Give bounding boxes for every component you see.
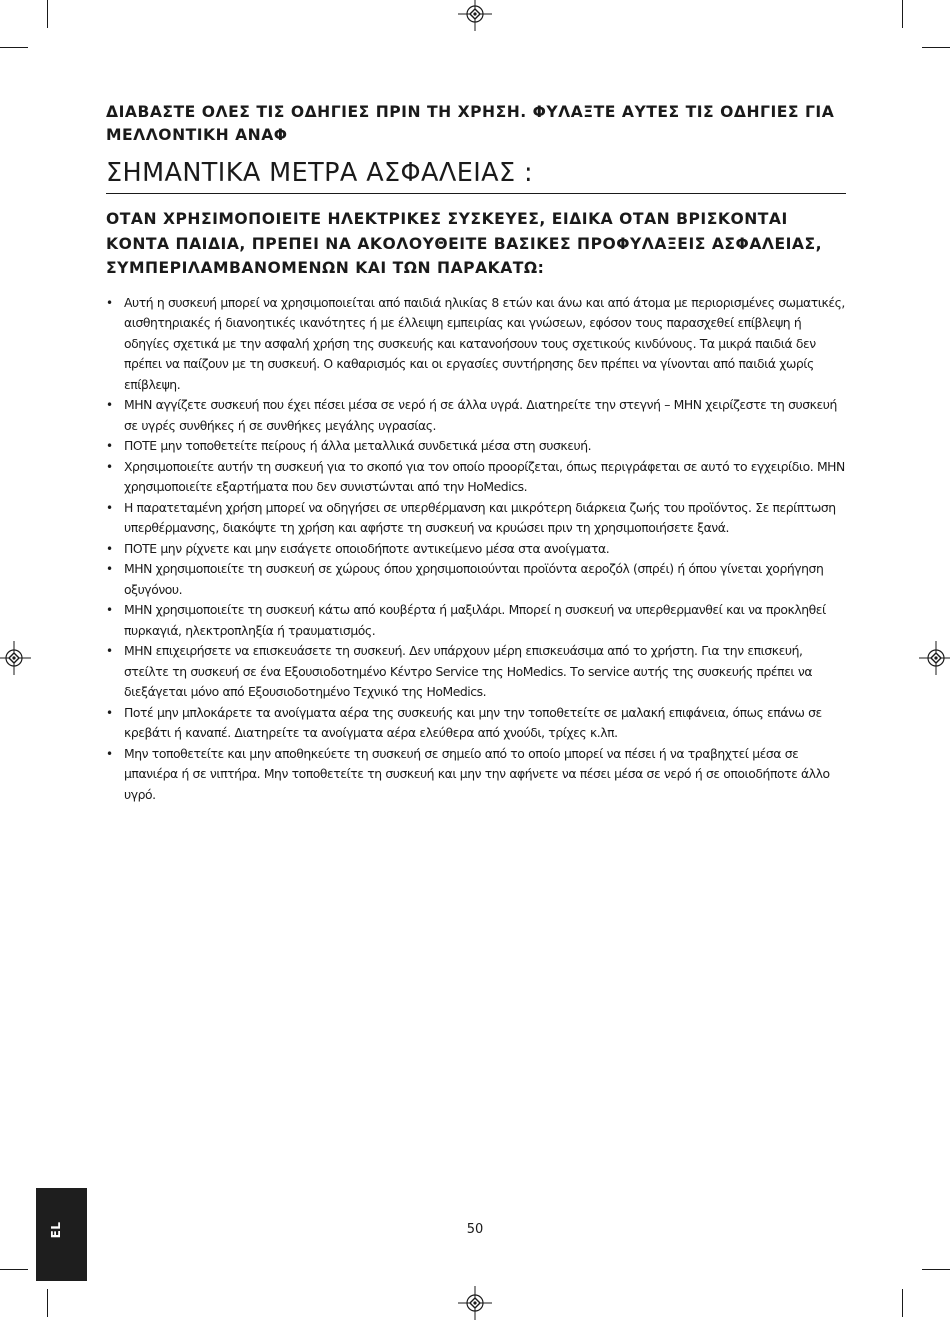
list-item-text: Αυτή η συσκευή μπορεί να χρησιμοποιείται από παιδιά ηλικίας 8 ετών και άνω και από άτομα με περιορισμένες σωματικές, αισθητηριακές ή διανοητικές ικανότητες ή με έλλειψη εμπειρίας και γνώσεων, εφόσον τους παρασχεθεί επίβλεψη ή οδηγίες σχετικά με την ασφαλή χρήση της συσκευής και κατανοήσουν τους σχετικούς κινδύνους. Τα μικρά παιδιά δεν πρέπει να παίζουν με τη συσκευή. Ο καθαρισμός και οι εργασίες συντήρησης δεν πρέπει να γίνονται από παιδιά χωρίς επίβλεψη. bbox=[124, 294, 845, 392]
list-item bbox=[106, 498, 846, 539]
bullet-icon: • bbox=[106, 746, 113, 761]
read-instructions-heading: ΔΙΑΒΑΣΤΕ ΟΛΕΣ ΤΙΣ ΟΔΗΓΙΕΣ ΠΡΙΝ ΤΗ ΧΡΗΣΗ. ΦΥΛΑΞΤΕ ΑΥΤΕΣ ΤΙΣ ΟΔΗΓΙΕΣ ΓΙΑ ΜΕΛΛΟΝΤΙΚΗ ΑΝΑΦ bbox=[106, 103, 835, 144]
registration-crosshair-icon bbox=[0, 641, 31, 675]
list-item bbox=[106, 293, 846, 396]
bullet-icon: • bbox=[106, 541, 113, 556]
safety-precautions-heading: ΟΤΑΝ ΧΡΗΣΙΜΟΠΟΙΕΙΤΕ ΗΛΕΚΤΡΙΚΕΣ ΣΥΣΚΕΥΕΣ, ΕΙΔΙΚΑ ΟΤΑΝ ΒΡΙΣΚΟΝΤΑΙ ΚΟΝΤΑ ΠΑΙΔΙΑ, ΠΡΕΠΕΙ ΝΑ ΑΚΟΛΟΥΘΕΙΤΕ ΒΑΣΙΚΕΣ ΠΡΟΦΥΛΑΞΕΙΣ ΑΣΦΑΛΕΙΑΣ, ΣΥΜΠΕΡΙΛΑΜΒΑΝΟΜΕΝΩΝ ΚΑΙ ΤΩΝ ΠΑΡΑΚΑΤΩ: bbox=[106, 210, 823, 277]
list-item-text: ΠΟΤΕ μην τοποθετείτε πείρους ή άλλα μεταλλικά συνδετικά μέσα στη συσκευή. bbox=[124, 438, 592, 453]
crop-mark-top-left-horizontal bbox=[0, 47, 28, 48]
list-item-text: Χρησιμοποιείτε αυτήν τη συσκευή για το σκοπό για τον οποίο προορίζεται, όπως περιγράφεται σε αυτό το εγχειρίδιο. ΜΗΝ χρησιμοποιείτε εξαρτήματα που δεν συνιστώνται από την HoMedics. bbox=[124, 458, 845, 494]
title-divider bbox=[106, 193, 846, 194]
bullet-icon: • bbox=[106, 459, 113, 474]
crop-mark-top-right-vertical bbox=[902, 0, 903, 28]
registration-crosshair-icon bbox=[458, 1286, 492, 1320]
crop-mark-top-right-horizontal bbox=[922, 47, 950, 48]
section-title: ΣΗΜΑΝΤΙΚΑ ΜΕΤΡΑ ΑΣΦΑΛΕΙΑΣ : bbox=[106, 158, 533, 188]
page-content bbox=[106, 101, 846, 805]
bullet-icon: • bbox=[106, 439, 113, 453]
list-item bbox=[106, 703, 846, 744]
list-item-text: ΜΗΝ χρησιμοποιείτε τη συσκευή σε χώρους όπου χρησιμοποιούνται προϊόντα αεροζόλ (σπρέι) ή όπου γίνεται χορήγηση οξυγόνου. bbox=[124, 561, 824, 597]
list-item bbox=[106, 457, 846, 498]
crop-mark-bottom-right-horizontal bbox=[922, 1269, 950, 1270]
bullet-icon: • bbox=[106, 295, 113, 310]
bullet-icon: • bbox=[106, 644, 113, 658]
bullet-icon: • bbox=[106, 398, 113, 412]
bullet-icon: • bbox=[106, 500, 113, 515]
crop-mark-bottom-right-vertical bbox=[902, 1289, 903, 1317]
bullet-icon: • bbox=[106, 705, 113, 720]
list-item-text: Ποτέ μην μπλοκάρετε τα ανοίγματα αέρα της συσκευής και μην την τοποθετείτε σε μαλακή επιφάνεια, όπως επάνω σε κρεβάτι ή καναπέ. Διατηρείτε τα ανοίγματα αέρα ελεύθερα από χνούδι, τρίχες κ.λπ. bbox=[124, 704, 822, 740]
crop-mark-bottom-left-horizontal bbox=[0, 1269, 28, 1270]
list-item-text: ΜΗΝ χρησιμοποιείτε τη συσκευή κάτω από κουβέρτα ή μαξιλάρι. Μπορεί η συσκευή να υπερθερμανθεί και να προκληθεί πυρκαγιά, ηλεκτροπληξία ή τραυματισμός. bbox=[124, 602, 826, 638]
bullet-icon: • bbox=[106, 603, 113, 617]
list-item-text: Η παρατεταμένη χρήση μπορεί να οδηγήσει σε υπερθέρμανση και μικρότερη διάρκεια ζωής του προϊόντος. Σε περίπτωση υπερθέρμανσης, διακόψτε τη χρήση και αφήστε τη συσκευή να κρυώσει πριν τη χρησιμοποιήσετε ξανά. bbox=[124, 499, 836, 535]
list-item-text: ΜΗΝ επιχειρήσετε να επισκευάσετε τη συσκευή. Δεν υπάρχουν μέρη επισκευάσιμα από το χρήστη. Για την επισκευή, στείλτε τη συσκευή σε ένα Εξουσιοδοτημένο Κέντρο Service της HoMedics. Το service αυτής της συσκευής πρέπει να διεξάγεται μόνο από Εξουσιοδοτημένο Τεχνικό της HoMedics. bbox=[124, 643, 813, 699]
list-item-text: Μην τοποθετείτε και μην αποθηκεύετε τη συσκευή σε σημείο από το οποίο μπορεί να πέσει ή να τραβηχτεί μέσα σε μπανιέρα ή σε νιπτήρα. Μην τοποθετείτε τη συσκευή και μην την αφήνετε να πέσει μέσα σε νερό ή σε οποιοδήποτε άλλο υγρό. bbox=[124, 745, 830, 802]
list-item bbox=[106, 539, 846, 560]
crop-mark-bottom-left-vertical bbox=[47, 1289, 48, 1317]
list-item-text: ΠΟΤΕ μην ρίχνετε και μην εισάγετε οποιοδήποτε αντικείμενο μέσα στα ανοίγματα. bbox=[124, 540, 610, 556]
list-item bbox=[106, 395, 846, 436]
safety-bullet-list bbox=[106, 293, 846, 806]
registration-crosshair-icon bbox=[458, 0, 492, 31]
list-item bbox=[106, 559, 846, 600]
language-tab-label: EL bbox=[49, 1221, 63, 1239]
bullet-icon: • bbox=[106, 562, 113, 576]
page-number: 50 bbox=[466, 1222, 484, 1237]
list-item bbox=[106, 436, 846, 457]
registration-crosshair-icon bbox=[919, 641, 950, 675]
list-item bbox=[106, 600, 846, 641]
crop-mark-top-left-vertical bbox=[47, 0, 48, 28]
list-item-text: ΜΗΝ αγγίζετε συσκευή που έχει πέσει μέσα σε νερό ή σε άλλα υγρά. Διατηρείτε την στεγνή – ΜΗΝ χειρίζεστε τη συσκευή σε υγρές συνθήκες ή σε συνθήκες μεγάλης υγρασίας. bbox=[124, 397, 837, 433]
list-item bbox=[106, 744, 846, 806]
list-item bbox=[106, 641, 846, 703]
